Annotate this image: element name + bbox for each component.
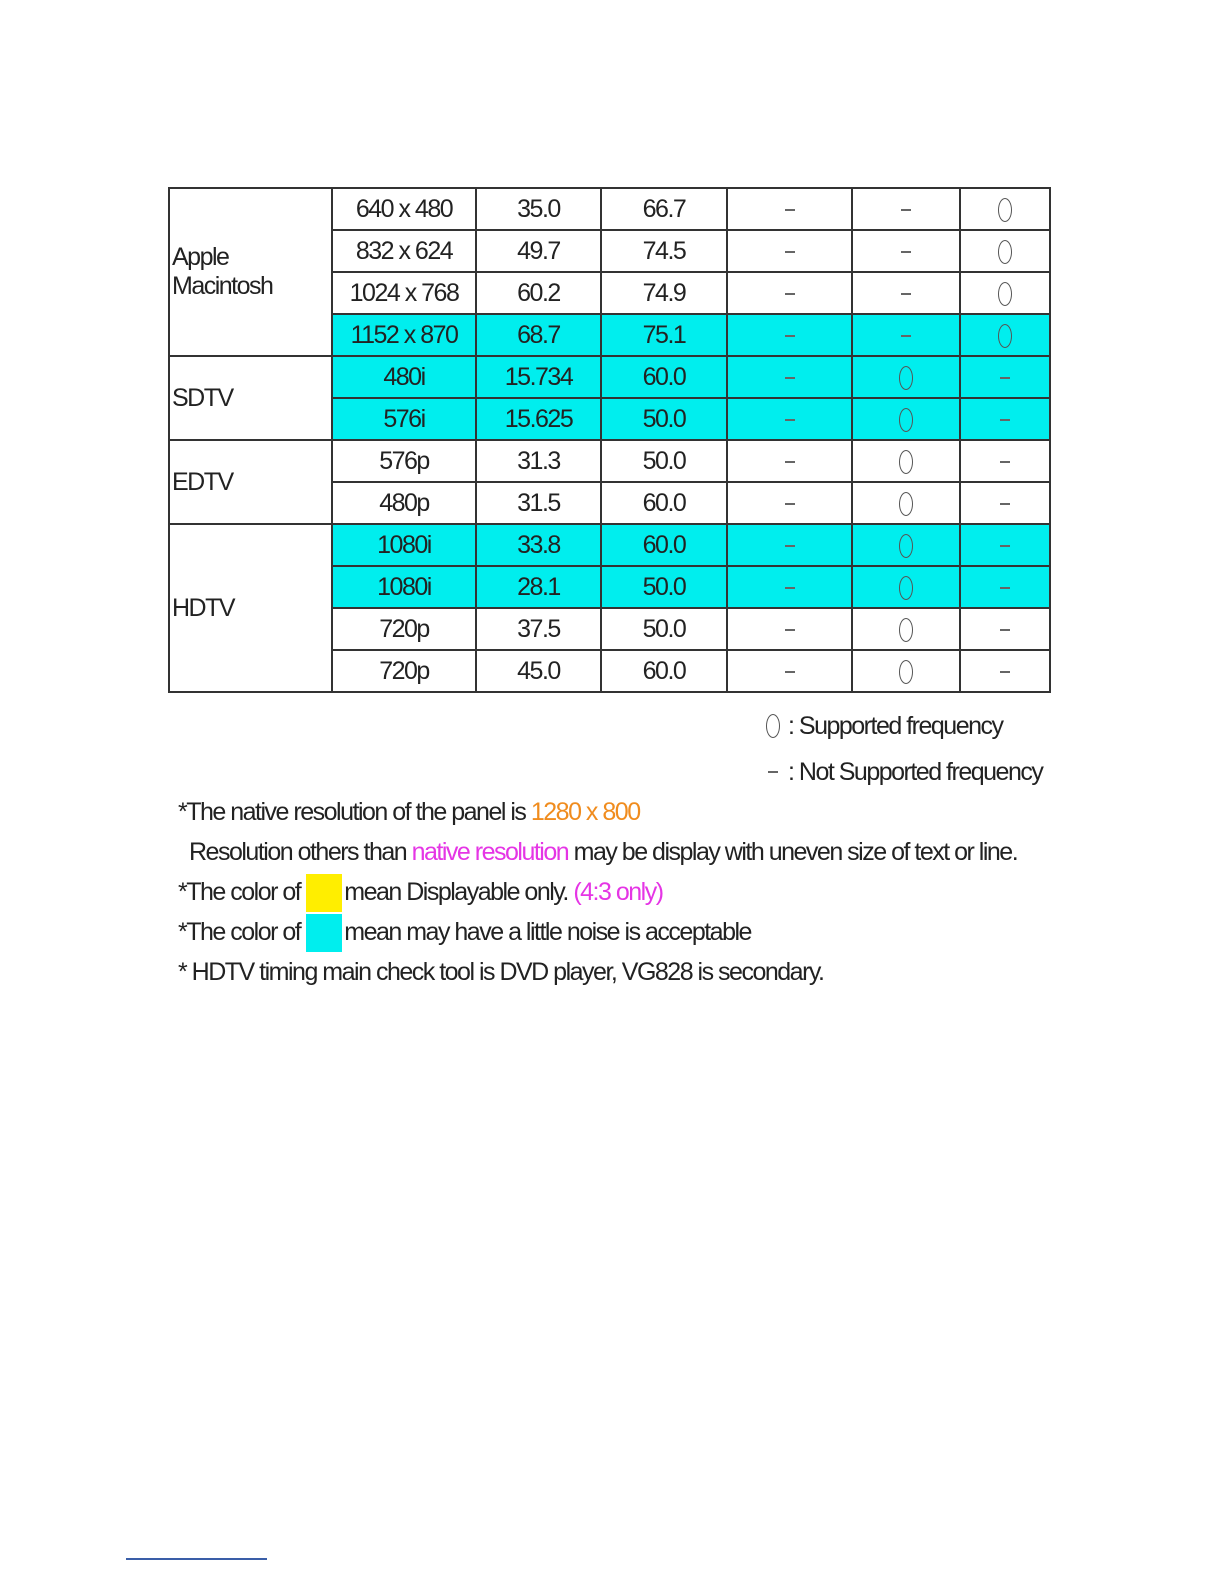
h-freq-cell: 68.7 (476, 314, 601, 356)
yellow-swatch (306, 874, 342, 912)
circle-icon (899, 366, 913, 390)
dash-icon (768, 771, 778, 773)
resolution-cell: 640 x 480 (332, 188, 476, 230)
support-cell (852, 188, 960, 230)
timing-table (168, 187, 1051, 693)
legend-not-supported-label: : Not Supported frequency (788, 757, 1043, 786)
dash-icon (1000, 503, 1010, 505)
support-cell (960, 482, 1050, 524)
h-freq-cell: 37.5 (476, 608, 601, 650)
circle-icon (899, 450, 913, 474)
dash-icon (785, 377, 795, 379)
h-freq-cell: 15.734 (476, 356, 601, 398)
resolution-cell: 1080i (332, 566, 476, 608)
h-freq-cell: 31.3 (476, 440, 601, 482)
v-freq-cell: 50.0 (601, 608, 727, 650)
support-cell (727, 566, 852, 608)
resolution-cell: 480i (332, 356, 476, 398)
v-freq-cell: 60.0 (601, 482, 727, 524)
legend-supported-label: : Supported frequency (788, 711, 1003, 740)
note-hdtv: * HDTV timing main check tool is DVD player, VG828 is secondary. (178, 958, 824, 986)
dash-icon (1000, 587, 1010, 589)
dash-icon (1000, 419, 1010, 421)
dash-icon (785, 503, 795, 505)
v-freq-cell: 66.7 (601, 188, 727, 230)
support-cell (852, 566, 960, 608)
resolution-cell: 576i (332, 398, 476, 440)
support-cell (960, 524, 1050, 566)
v-freq-cell: 60.0 (601, 524, 727, 566)
dash-icon (785, 293, 795, 295)
support-cell (852, 524, 960, 566)
circle-icon (998, 324, 1012, 348)
resolution-cell: 832 x 624 (332, 230, 476, 272)
dash-icon (901, 251, 911, 253)
note-resolution-suffix: may be display with uneven size of text or line. (568, 838, 1018, 866)
note-resolution-prefix: Resolution others than (189, 838, 412, 866)
support-cell (852, 356, 960, 398)
dash-icon (1000, 461, 1010, 463)
note-native-prefix: *The native resolution of the panel is (178, 798, 531, 826)
support-cell (727, 398, 852, 440)
circle-icon (998, 282, 1012, 306)
circle-icon (899, 534, 913, 558)
support-cell (852, 608, 960, 650)
h-freq-cell: 49.7 (476, 230, 601, 272)
resolution-cell: 480p (332, 482, 476, 524)
circle-icon (899, 576, 913, 600)
note-cyan-suffix: mean may have a little noise is acceptable (344, 918, 751, 946)
dash-icon (785, 461, 795, 463)
dash-icon (785, 419, 795, 421)
group-label: Apple Macintosh (169, 188, 332, 356)
dash-icon (785, 251, 795, 253)
h-freq-cell: 31.5 (476, 482, 601, 524)
support-cell (960, 440, 1050, 482)
h-freq-cell: 33.8 (476, 524, 601, 566)
footer-rule (126, 1558, 267, 1560)
h-freq-cell: 28.1 (476, 566, 601, 608)
cyan-swatch (306, 914, 342, 952)
note-yellow-highlight: (4:3 only) (573, 878, 663, 906)
table-row (169, 524, 1050, 566)
circle-icon (998, 198, 1012, 222)
v-freq-cell: 60.0 (601, 356, 727, 398)
support-cell (960, 314, 1050, 356)
support-cell (852, 272, 960, 314)
dash-icon (785, 335, 795, 337)
support-cell (727, 440, 852, 482)
circle-icon (899, 408, 913, 432)
dash-icon (1000, 671, 1010, 673)
support-cell (852, 440, 960, 482)
resolution-cell: 1080i (332, 524, 476, 566)
legend-not-supported (760, 749, 1042, 795)
note-native-value: 1280 x 800 (530, 798, 640, 826)
v-freq-cell: 50.0 (601, 566, 727, 608)
circle-icon (899, 618, 913, 642)
note-yellow (178, 872, 1017, 912)
support-cell (960, 398, 1050, 440)
legend-supported (760, 703, 1042, 749)
table-row (169, 188, 1050, 230)
h-freq-cell: 15.625 (476, 398, 601, 440)
support-cell (852, 398, 960, 440)
support-cell (852, 314, 960, 356)
h-freq-cell: 35.0 (476, 188, 601, 230)
support-cell (852, 230, 960, 272)
h-freq-cell: 60.2 (476, 272, 601, 314)
v-freq-cell: 74.5 (601, 230, 727, 272)
support-cell (852, 650, 960, 692)
support-cell (727, 650, 852, 692)
dash-icon (901, 293, 911, 295)
support-cell (960, 230, 1050, 272)
support-cell (727, 188, 852, 230)
resolution-cell: 720p (332, 608, 476, 650)
resolution-cell: 576p (332, 440, 476, 482)
dash-icon (785, 629, 795, 631)
support-cell (727, 272, 852, 314)
v-freq-cell: 50.0 (601, 440, 727, 482)
support-cell (727, 524, 852, 566)
support-cell (960, 566, 1050, 608)
resolution-cell: 720p (332, 650, 476, 692)
support-cell (727, 314, 852, 356)
circle-icon (899, 492, 913, 516)
table-row (169, 440, 1050, 482)
dash-icon (785, 209, 795, 211)
note-native-resolution (178, 792, 1017, 832)
circle-icon (998, 240, 1012, 264)
note-yellow-suffix: mean Displayable only. (344, 878, 574, 906)
dash-icon (785, 587, 795, 589)
support-cell (727, 608, 852, 650)
dash-icon (901, 335, 911, 337)
v-freq-cell: 74.9 (601, 272, 727, 314)
note-cyan-prefix: *The color of (178, 918, 301, 946)
table-row (169, 356, 1050, 398)
support-cell (960, 272, 1050, 314)
circle-icon (766, 714, 780, 738)
support-cell (852, 482, 960, 524)
circle-icon (899, 660, 913, 684)
dash-icon (785, 545, 795, 547)
dash-icon (1000, 377, 1010, 379)
dash-icon (1000, 545, 1010, 547)
support-cell (960, 650, 1050, 692)
legend (760, 703, 1042, 795)
dash-icon (785, 671, 795, 673)
support-cell (727, 482, 852, 524)
support-cell (727, 356, 852, 398)
note-cyan (178, 912, 1017, 952)
support-cell (960, 356, 1050, 398)
resolution-cell: 1152 x 870 (332, 314, 476, 356)
v-freq-cell: 50.0 (601, 398, 727, 440)
resolution-cell: 1024 x 768 (332, 272, 476, 314)
support-cell (960, 188, 1050, 230)
group-label: SDTV (169, 356, 332, 440)
dash-icon (901, 209, 911, 211)
note-resolution-highlight: native resolution (411, 838, 569, 866)
group-label: HDTV (169, 524, 332, 692)
support-cell (727, 230, 852, 272)
notes (178, 792, 1017, 992)
dash-icon (1000, 629, 1010, 631)
note-resolution (178, 832, 1017, 872)
note-yellow-prefix: *The color of (178, 878, 301, 906)
support-cell (960, 608, 1050, 650)
group-label: EDTV (169, 440, 332, 524)
v-freq-cell: 60.0 (601, 650, 727, 692)
v-freq-cell: 75.1 (601, 314, 727, 356)
h-freq-cell: 45.0 (476, 650, 601, 692)
